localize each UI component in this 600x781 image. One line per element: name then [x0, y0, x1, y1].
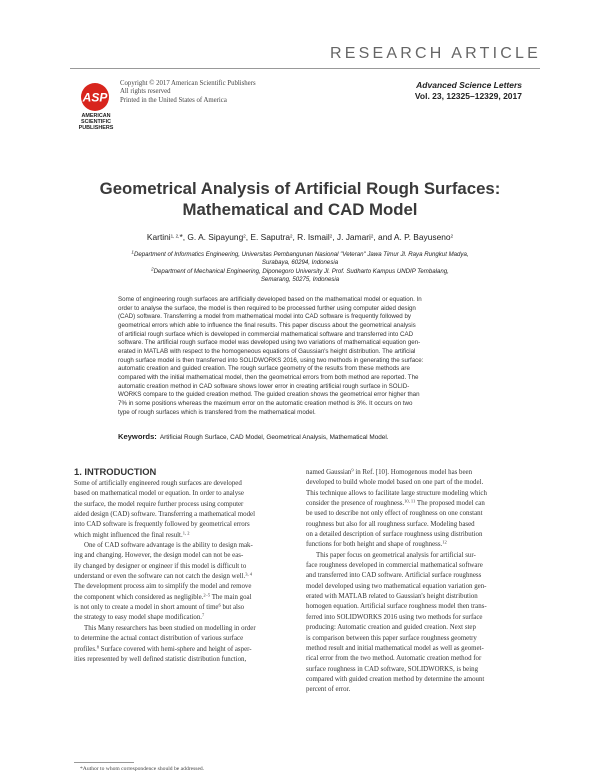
- body-text-line: [74, 603, 296, 613]
- body-text-line: [306, 623, 528, 633]
- abstract-line: automatic creation method in CAD software shows lower error in creating artificial rough surface in SOLID-: [118, 382, 410, 390]
- line-text: ily changed by designer or engineer if this model is difficult to: [74, 562, 247, 570]
- body-text-line: [74, 582, 296, 592]
- body-text-line: [306, 551, 528, 561]
- body-text-line: [306, 675, 528, 685]
- body-text-line: [306, 561, 528, 571]
- line-text: Some of artificially engineered rough surfaces are developed: [74, 480, 242, 487]
- body-column-left: [74, 479, 296, 665]
- author-affiliation-mark: 2: [243, 233, 246, 239]
- line-text-continued: The proposed model can: [415, 500, 485, 508]
- line-text: based on mathematical model or equation. In order to analyse: [74, 490, 244, 498]
- line-text: to determine the actual contact distribution of various surface: [74, 635, 244, 643]
- line-text: the surface, the model require further process using computer: [74, 500, 244, 508]
- body-text-line: [74, 655, 296, 665]
- line-text-continued: Surface covered with hemi-sphere and height of asper-: [99, 645, 252, 653]
- line-text: homogen equation. Artificial surface roughness model then trans-: [306, 603, 487, 611]
- body-text-line: [74, 593, 296, 603]
- affiliation-number: 1: [131, 249, 134, 255]
- body-text-line: [74, 531, 296, 541]
- line-text: The development process aim to simplify the model and remove: [74, 583, 252, 591]
- line-text: and transferred into CAD software. Artificial surface roughness: [306, 572, 482, 580]
- body-text-line: [306, 685, 528, 695]
- author-name: Kartini: [146, 232, 171, 242]
- line-text: the component which considered as negligible.: [74, 593, 204, 601]
- abstract-line: geometrical errors which able to influence the final results. This paper discuss about the geometrical analysis: [118, 321, 416, 329]
- line-text: understand or even the software can not catch the design well.: [74, 573, 246, 581]
- citation-ref: 2–5: [203, 592, 211, 598]
- body-text-line: [306, 478, 528, 488]
- body-text-line: [306, 654, 528, 664]
- line-text: percent of error.: [306, 686, 351, 694]
- line-text: developed to build whole model based on one part of the model.: [306, 479, 484, 487]
- abstract-line: compared with the initial mathematical model, then the geometrical errors from both method are reported. The: [118, 373, 419, 381]
- abstract-line: rough surface model is then transferred into SOLIDWORKS 2016, using two methods in generating the surface:: [118, 356, 424, 364]
- line-text: compared with guided creation method by determine the amount: [306, 675, 485, 683]
- line-text: surface roughness in CAD software, SOLIDWORKS, is being: [306, 665, 479, 673]
- abstract-line: erated in MATLAB with respect to the homogeneous equations of Gaussian's height distribution. The artificial: [118, 347, 416, 355]
- line-text: This paper focus on geometrical analysis for artificial sur-: [316, 551, 476, 559]
- body-text-line: [74, 500, 296, 510]
- affiliation-number: 2: [151, 266, 154, 272]
- abstract-line: WORKS compare to the guided creation method. The guided creation shows the geometrical error higher than: [118, 391, 420, 399]
- copyright-line: All rights reserved: [120, 88, 171, 96]
- line-text: ities represented by well defined statistic distribution function,: [74, 655, 247, 663]
- line-text: consider the presence of roughness.: [306, 500, 405, 508]
- body-text-line: [306, 665, 528, 675]
- line-text: on a detailed description of surface roughness using distribution: [306, 531, 483, 539]
- affiliation-text: Surabaya, 60294, Indonesia: [261, 259, 339, 267]
- line-text-continued: but also: [220, 604, 245, 612]
- author-name: J. Jamari: [336, 232, 371, 242]
- footnote: *Author to whom correspondence should be addressed.: [80, 766, 205, 772]
- citation-ref: 7: [202, 612, 205, 618]
- affiliation-text: Semarang, 50275, Indonesia: [260, 276, 340, 284]
- citation-ref: 12: [442, 539, 447, 545]
- body-text-line: [306, 613, 528, 623]
- line-text: This Many researchers has been studied on modelling in order: [84, 624, 256, 632]
- line-text: is not only to create a model in short amount of time: [74, 604, 219, 612]
- body-text-line: [74, 613, 296, 623]
- footnote-rule: [74, 762, 134, 763]
- logo-caption-line: SCIENTIFIC: [81, 119, 111, 126]
- body-text-line: [306, 468, 528, 478]
- abstract-line: automatic creation and guided creation. The rough surface geometry of the results from these methods are: [118, 365, 410, 373]
- body-text-line: [74, 645, 296, 655]
- body-text-line: [74, 489, 296, 499]
- copyright-line: Printed in the United States of America: [120, 96, 227, 104]
- citation-ref: 9: [351, 467, 354, 473]
- line-text-continued: The main goal: [210, 593, 252, 601]
- abstract-line: of artificial rough surface which is developed in commercial mathematical software and transferred into CAD: [118, 330, 414, 338]
- line-text: ing and changing. However, the design model can not be eas-: [74, 552, 244, 560]
- corresponding-author-mark: *: [179, 232, 183, 242]
- body-text-line: [306, 592, 528, 602]
- body-text-line: [306, 499, 528, 509]
- line-text: functions for both height and shape of roughness.: [306, 541, 443, 549]
- body-text-line: [74, 479, 296, 489]
- logo-text: ASP: [82, 90, 108, 105]
- keywords-text: Artificial Rough Surface, CAD Model, Geometrical Analysis, Mathematical Model.: [159, 434, 389, 441]
- affiliation-2: [80, 268, 520, 285]
- abstract-line: Some of engineering rough surfaces are artificially developed based on the mathematical model or equation. In: [118, 296, 422, 303]
- body-text-line: [306, 582, 528, 592]
- line-text: is comparison between this paper surface roughness geometry: [306, 634, 477, 642]
- affiliation-line: [80, 268, 520, 276]
- author-affiliation-mark: 1, 2,: [170, 233, 180, 239]
- paper-title: [70, 178, 530, 220]
- line-text: aided design (CAD) software. Transferring a mathematical model: [74, 511, 256, 519]
- logo-caption-line: AMERICAN: [81, 113, 111, 119]
- journal-volume: Vol. 23, 12325–12329, 2017: [414, 91, 522, 101]
- affiliation-line: [80, 259, 520, 267]
- affiliation-text: Department of Mechanical Engineering, Diponegoro University Jl. Prof. Sudharto Kampus UNDIP Tembalang,: [153, 268, 449, 275]
- citation-ref: 1, 2: [182, 530, 190, 536]
- line-text: profiles.: [74, 645, 97, 653]
- author-name: R. Ismail: [297, 232, 330, 242]
- line-text: face roughness developed in commercial mathematical software: [306, 562, 483, 570]
- body-text-line: [306, 489, 528, 499]
- line-text: roughness but also for all roughness surface. Modeling based: [306, 520, 475, 528]
- affiliation-line: [80, 251, 520, 259]
- author-affiliation-mark: 2: [289, 233, 293, 239]
- body-text-line: [306, 634, 528, 644]
- affiliation-line: [80, 276, 520, 284]
- copyright-line: Copyright © 2017 American Scientific Publishers: [120, 80, 256, 87]
- line-text: be used to describe not only effect of roughness on one constant: [306, 510, 483, 518]
- section-heading: 1. INTRODUCTION: [74, 466, 157, 477]
- author-list: Kartini$^{1, 2,}$*, G. A. Sipayung$^2$, E. Saputra$^2$, R. Ismail$^2$, J. Jamari$^2$, and A. P. Bayuseno$^2$: [146, 232, 454, 242]
- author-name: G. A. Sipayung: [187, 232, 244, 242]
- header-rule: [70, 68, 540, 69]
- author-affiliation-mark: 2: [450, 233, 454, 239]
- line-text: erated with MATLAB related to Gaussian's height distribution: [306, 593, 478, 601]
- abstract-line: (CAD) software. Transferring a model from mathematical model into CAD software is frequently followed by: [118, 313, 411, 321]
- author-affiliation-mark: 2: [329, 233, 333, 239]
- body-text-line: [306, 571, 528, 581]
- line-text: One of CAD software advantage is the ability to design mak-: [84, 542, 253, 550]
- affiliation-text: Department of Informatics Engineering, Universitas Pembangunan Nasional "Veteran" Jawa Timur Jl. Raya Rungkut Madya,: [133, 251, 469, 258]
- body-text-line: [306, 602, 528, 612]
- line-text-continued: in Ref. [10]. Homogenous model has been: [353, 469, 473, 476]
- affiliation-1: [80, 251, 520, 268]
- line-text: into CAD software is frequently followed by geometrical errors: [74, 521, 250, 529]
- author-name: A. P. Bayuseno: [393, 232, 451, 242]
- keywords-label: Keywords:: [118, 432, 157, 441]
- abstract: [118, 296, 482, 417]
- title-line: Geometrical Analysis of Artificial Rough Surfaces:: [99, 179, 501, 198]
- body-text-line: [74, 634, 296, 644]
- abstract-line: order to analyse the surface, the model is then required to be processed further using computer aided design: [118, 304, 416, 312]
- line-text: the strategy to easy model shape modification.: [74, 614, 203, 622]
- line-text: which might influenced the final result.: [74, 531, 183, 539]
- author-name: E. Saputra: [250, 232, 290, 242]
- abstract-line: 7% in some positions whereas the maximum error on the automatic creation method is 3%. It occurs on two: [118, 399, 413, 407]
- line-text: model developed using two mathematical equation variation gen-: [306, 582, 487, 590]
- logo-caption-line: PUBLISHERS: [78, 125, 114, 132]
- body-text-line: [74, 520, 296, 530]
- line-text: This technique allows to facilitate large structure modeling which: [306, 489, 487, 497]
- body-text-line: [306, 520, 528, 530]
- author-affiliation-mark: 2: [370, 233, 374, 239]
- copyright-block: [120, 80, 256, 105]
- body-text-line: [74, 551, 296, 561]
- body-text-line: [74, 510, 296, 520]
- journal-name: Advanced Science Letters: [416, 80, 522, 90]
- body-text-line: [306, 509, 528, 519]
- body-text-line: [74, 562, 296, 572]
- journal-info: [380, 80, 522, 102]
- line-text: method result and initial mathematical model as well as geomet-: [306, 644, 484, 652]
- citation-ref: 6: [218, 602, 221, 608]
- line-text: named Gaussian: [306, 469, 352, 476]
- keywords: [118, 432, 518, 441]
- body-column-right: [306, 468, 528, 696]
- title-line: Mathematical and CAD Model: [182, 200, 418, 219]
- abstract-line: software. The artificial rough surface model was developed using two variations of mathematical equation gen-: [118, 339, 421, 347]
- citation-ref: 10, 11: [404, 498, 416, 504]
- citation-ref: 3, 4: [245, 571, 252, 577]
- body-text-line: [74, 572, 296, 582]
- article-type-banner: RESEARCH ARTICLE: [330, 45, 541, 62]
- body-text-line: [74, 624, 296, 634]
- line-text: rical error from the two method. Automatic creation method for: [306, 655, 482, 663]
- body-text-line: [306, 530, 528, 540]
- line-text: ferred into SOLIDWORKS 2016 using two methods for surface: [306, 613, 483, 621]
- citation-ref: 8: [96, 644, 100, 649]
- body-text-line: [74, 541, 296, 551]
- body-text-line: [306, 540, 528, 550]
- line-text: producing: Automatic creation and guided creation. Next step: [306, 624, 476, 632]
- abstract-line: type of rough surfaces which is transfered from the mathematical model.: [118, 408, 316, 416]
- logo-caption: [66, 113, 126, 132]
- body-text-line: [306, 644, 528, 654]
